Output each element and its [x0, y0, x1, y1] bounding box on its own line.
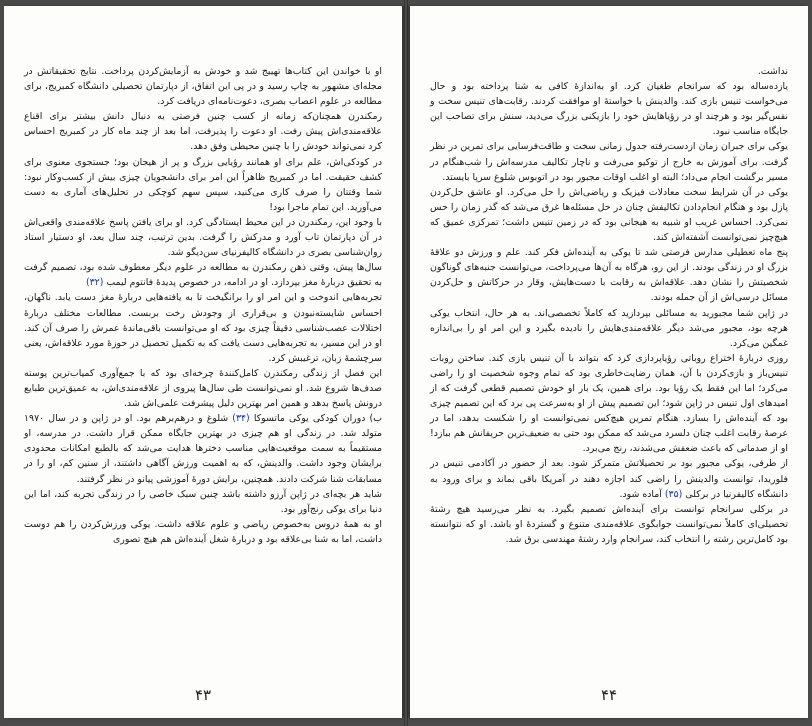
book-spine: [404, 0, 408, 726]
right-page-text: [430, 64, 788, 547]
paragraph: در ژاپن شما مجبورید به مسائلی بپردازید که کاملاً تخصصی‌اند. به هر حال، انتخاب یوکی هرچه بود، مجبور می‌شد دیگر علاقه‌مندی‌هایش را نادیده بگیرد و این امر او را بی‌اندازه غمگین می‌کرد.: [430, 307, 788, 349]
left-page: [4, 6, 402, 718]
paragraph: یوکی برای جبران زمان ازدست‌رفته جدول زمانی سخت و طاقت‌فرسایی برای تمرین در نظر گرفت. برای آموزش به خارج از توکیو می‌رفت و ناچار تکالیف مدرسه‌اش را شب‌هنگام در مسیر برگشت انجام می‌داد؛ البته او اغلب اوقات مجبور بود در اتوبوس شلوغ سرپا بایستد.: [430, 141, 788, 183]
paragraph: [24, 411, 382, 486]
footnote-ref[interactable]: (۳۲): [85, 277, 104, 289]
paragraph: [24, 260, 382, 290]
paragraph: این فصل از زندگی رمکندرن کامل‌کنندهٔ چرخه‌ای بود که با جمع‌آوری کمیاب‌ترین پوسته صدف‌ها شروع شد. او نمی‌توانست طی سال‌ها پیروی از علاقه‌مندی‌اش، به عمیق‌ترین طبایع درونش پاسخ بدهد و همین امر بهترین دلیل پیشرفت علمی‌اش شد.: [24, 367, 382, 410]
paragraph-text: ب) دوران کودکی یوکی ماتسوکا: [253, 413, 383, 425]
paragraph: او به همهٔ دروس به‌خصوص ریاضی و علوم علاقه داشت. یوکی ورزش‌کردن را هم دوست داشت، اما به شنا بی‌علاقه بود و دربارهٔ شغل آینده‌اش هم هیچ تصوری: [24, 518, 382, 545]
paragraph-text: آماده شود.: [619, 488, 662, 500]
page-number: ۴۴: [600, 686, 618, 704]
paragraph: او با خواندن این کتاب‌ها تهییج شد و خودش به آزمایش‌کردن پرداخت. نتایج تحقیقاتش در مجله‌ای مشهور به چاپ رسید و در پی این اتفاق، از دپارتمان تحصیلی دانشگاه کمبریج، برای مطالعه در علوم اعصاب بصری، دعوت‌نامه‌ای دریافت کرد.: [24, 66, 382, 108]
paragraph: رمکندرن همچنان‌که زمانه از کسب چنین فرصتی به دنبال دانش بیشتر برای اقناع علاقه‌مندی‌اش پیش رفت. او دعوت را پذیرفت، اما بعد از چند ماه کار در کمبریج احساس کرد نمی‌تواند خودش را با چنین محیطی وفق دهد.: [24, 111, 382, 153]
paragraph: پنج ماه تعطیلی مدارس فرصتی شد تا یوکی به آینده‌اش فکر کند. علم و ورزش دو علاقهٔ بزرگ او در زندگی بودند. از این رو، هرگاه به آن‌ها می‌پرداخت، می‌توانست جنبه‌های گوناگون شخصیتش را نشان دهد. علاقه‌اش به رقابت با دست‌هایش، وقار در حرکاتش و حل‌کردن مسائل درسی‌اش از آن جمله بودند.: [430, 247, 788, 304]
paragraph: [430, 456, 788, 501]
right-page: [410, 6, 808, 718]
paragraph: با وجود این، رمکندرن در این محیط ایستادگی کرد. او برای یافتن پاسخ علاقه‌مندی واقعی‌اش در آن دپارتمان تاب آورد و مدرکش را گرفت. بدین ترتیب، چند سال بعد، او دستیار استاد روان‌شناسی بصری در دانشگاه کالیفرنیای سن‌دیگو شد.: [24, 216, 382, 259]
paragraph-text: سال‌ها پیش، وقتی ذهن رمکندرن به مطالعه در علوم دیگر معطوف شده بود، تصمیم گرفت به تحقیق دربارهٔ مغز بپردازد. او در ادامه، در خصوص پدیدهٔ فانتوم لیمب: [24, 262, 382, 289]
page-number: ۴۳: [194, 686, 212, 704]
paragraph: در کودکی‌اش، علم برای او همانند رؤیایی بزرگ و پر از هیجان بود؛ جستجوی معنوی برای کشف حقیقت. اما در کمبریج ظاهراً این امر برای دانشجویان چیزی بیش از کسب‌وکار نبود: شما وقتتان را صرف کاری می‌کنید، سپس سهم کوچکی در تحلیل‌های آماری به دست می‌آورید. این تمام ماجرا بود!: [24, 156, 382, 213]
paragraph-text: از طرفی، یوکی مجبور بود بر تحصیلاتش متمرکز شود. بعد از حضور در آکادمی تنیس در فلوریدا، توانست والدینش را راضی کند اجازه دهند در آمریکا باقی بماند و برای ورود به دانشگاه کالیفرنیا در برکلی: [430, 458, 788, 500]
paragraph: روزی دربارهٔ اختراع روباتی رؤیاپردازی کرد که بتواند با آن تنیس بازی کند. ساختن روبات تنیس‌باز و بازی‌کردن با آن، همان رضایت‌خاطری بود که تمام وجوه شخصیت او را راضی می‌کرد؛ اما این فقط یک رؤیا بود. برای همین، یک بار او خودش تصمیم قطعی گرفت که از امیدهای اول تنیس در ژاپن شود؛ این تصمیم پیش از او به‌سرعت پی برد که این تصمیم چیزی بود که آینده‌اش را بسازد. هنگام تمرین هیچ‌کس نمی‌توانست او را شکست بدهد، اما در عرصهٔ رقابت اغلب چنان دلسرد می‌شد که ممکن بود حتی به ضعیف‌ترین حریفانش هم ببازد! او از صدماتی که باعث ضعفش می‌شدند، رنج می‌برد.: [430, 352, 788, 455]
paragraph-text: شلوغ و درهم‌برهم بود. او در ژاپن و در سال ۱۹۷۰ متولد شد. در زندگی او هم چیزی در بهترین جایگاه ممکن قرار داشت. در مدرسه، او مستقیماً به سمت موقعیت‌هایی مناسب دخترها هدایت می‌شد که بالطبع امکانات محدودی برایشان وجود داشت. والدینش، که به اهمیت ورزش آگاهی داشتند، از سنین کم، او را در مسابقات شنا شرکت دادند. همچنین، برایش دورهٔ آموزشی پیانو در نظر گرفتند.: [24, 413, 382, 485]
paragraph: یازده‌ساله بود که سرانجام طغیان کرد. او به‌اندازهٔ کافی به شنا پرداخته بود و حال می‌خواست تنیس بازی کند. والدینش با خواستهٔ او موافقت کردند. رقابت‌های تنیس سخت و نفس‌گیر بود و هرچند او در رؤیاهایش خود را بازیکنی بزرگ می‌دید، سنش برای تصاحب این جایگاه مناسب نبود.: [430, 81, 788, 138]
paragraph: تجربه‌هایی اندوخت و این امر او را برانگیخت تا به یافته‌هایی دربارهٔ مغز دست یابد. ناگهان، احساس شایسته‌نبودن و بی‌قراری از وجودش رخت بربست. مطالعات مختلف دربارهٔ اختلالات عصب‌شناسی دقیقاً چیزی بود که او می‌توانست باقی‌ماندهٔ عمرش را صرف آن کند. او در این مسیر، به تجربه‌هایی دست یافت که به تکمیل تحصیل در حوزهٔ مورد علاقه‌اش، یعنی سرچشمهٔ زبان، ترغیبش کرد.: [24, 292, 382, 364]
footnote-ref[interactable]: (۳۴): [232, 413, 250, 425]
footnote-ref[interactable]: (۳۵): [664, 488, 683, 500]
paragraph: نداشت.: [757, 66, 788, 77]
paragraph: یوکی در آن شرایط سخت معادلات فیزیک و ریاضی‌اش را حل می‌کرد. او عاشق حل‌کردن پازل بود و هنگام انجام‌دادن تکالیفش چنان در حل مسئله‌ها غرق می‌شد که گذر زمان را حس نمی‌کرد. احساس غریب او شبیه به هیجانی بود که در زمین تنیس داشت؛ تمرکزی عمیق که هیچ‌چیز نمی‌توانست آشفته‌اش کند.: [430, 186, 788, 244]
left-page-text: [24, 64, 382, 547]
paragraph: شاید هر بچه‌ای در ژاپن آرزو داشته باشد چنین سبک خاصی را در زندگی تجربه کند، اما این دنیا برای یوکی رنج‌آور بود.: [24, 488, 382, 515]
paragraph: در برکلی سرانجام توانست برای آینده‌اش تصمیم بگیرد. به نظر می‌رسید هیچ رشتهٔ تحصیلی‌ای کاملاً نمی‌توانست جوابگوی علاقه‌مندی متنوع و گستردهٔ او باشد. او که نتوانسته بود کامل‌ترین رشته را انتخاب کند، سرانجام وارد رشتهٔ مهندسی برق شد.: [430, 503, 788, 545]
